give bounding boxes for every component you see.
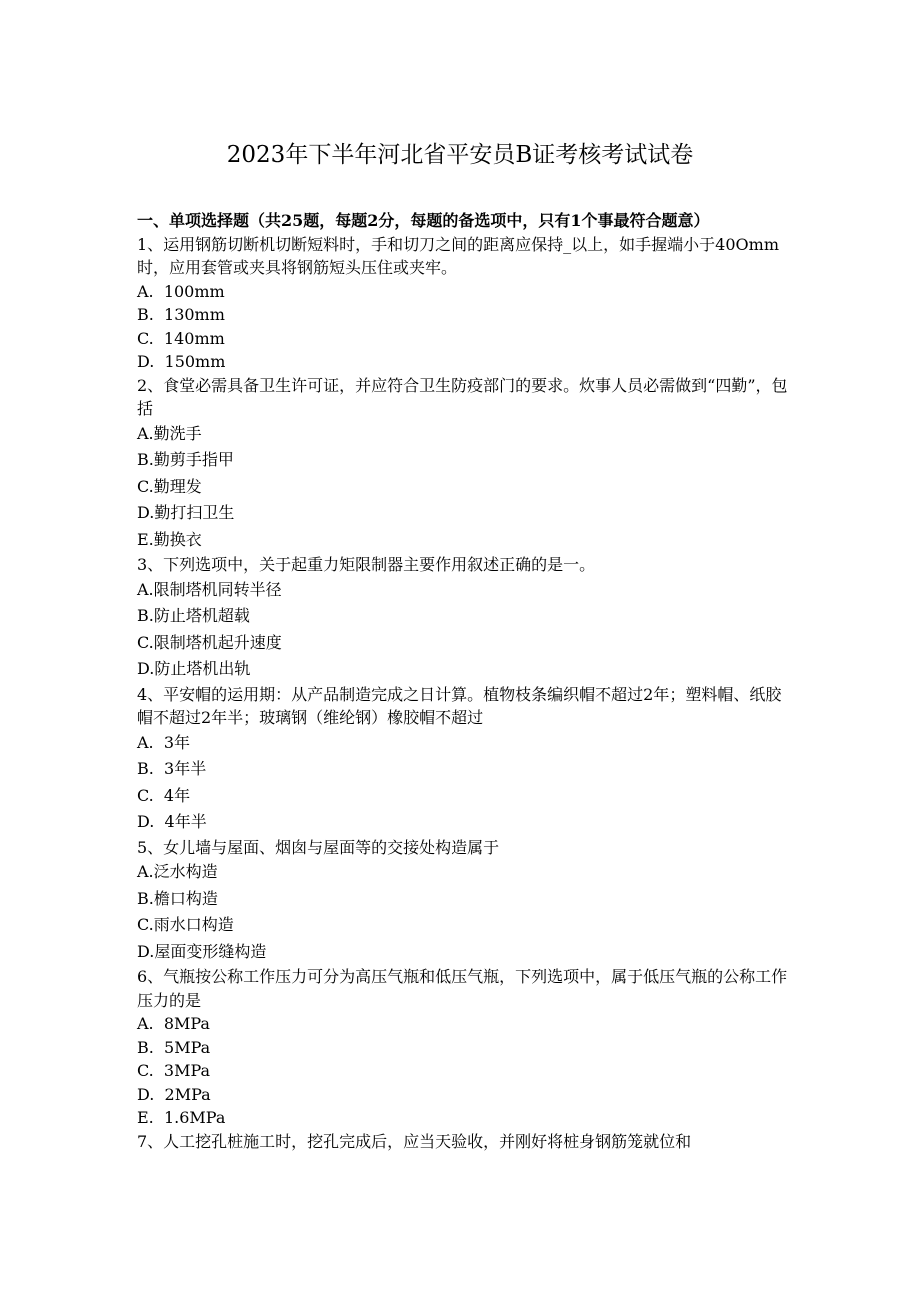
option-b: B.檐口构造 (137, 888, 218, 908)
question-1 (137, 233, 789, 374)
option-b: B. 3年半 (137, 759, 207, 778)
option-d: D. 150mm (137, 352, 226, 371)
option-c: C.雨水口构造 (137, 915, 234, 934)
option-b: B.防止塔机超载 (137, 606, 250, 625)
question-2 (137, 374, 789, 554)
option-c: C. 3MPa (137, 1061, 211, 1080)
option-d: D. 2MPa (137, 1084, 211, 1104)
option-b: B.勤剪手指甲 (137, 450, 234, 469)
option-a: A. 8MPa (137, 1014, 210, 1033)
option-a: A.限制塔机同转半径 (137, 579, 282, 599)
question-text: 5、女儿墙与屋面、烟囱与屋面等的交接处构造属于 (137, 837, 500, 857)
option-c: C. 140mm (137, 328, 225, 348)
question-3 (137, 553, 789, 683)
option-b: B. 5MPa (137, 1037, 211, 1057)
option-d: D. 4年半 (137, 812, 207, 831)
question-6 (137, 965, 789, 1130)
option-c: C. 4年 (137, 785, 191, 805)
option-d: D.防止塔机出轨 (137, 659, 251, 678)
option-a: A. 3年 (137, 732, 190, 752)
option-d: D.屋面变形缝构造 (137, 941, 267, 961)
question-text: 7、人工挖孔桩施工时，挖孔完成后，应当天验收，并刚好将桩身钢筋笼就位和 (137, 1131, 692, 1151)
document-body (137, 209, 789, 1153)
question-7 (137, 1130, 789, 1154)
question-text: 3、下列选项中，关于起重力矩限制器主要作用叙述正确的是一。 (137, 555, 596, 574)
option-a: A.泛水构造 (137, 862, 218, 881)
document-title: 2023年下半年河北省平安员B证考核考试试卷 (226, 142, 694, 168)
question-4 (137, 683, 789, 836)
question-text: 6、气瓶按公称工作压力可分为高压气瓶和低压气瓶，下列选项中，属于低压气瓶的公称工作压力的是 (137, 967, 788, 1010)
option-e: E.勤换衣 (137, 529, 202, 549)
question-text: 1、运用钢筋切断机切断短料时，手和切刀之间的距离应保持_以上，如手握端小于40Omm时，应用套管或夹具将钢筋短头压住或夹牢。 (137, 234, 780, 277)
question-5 (137, 836, 789, 966)
option-b: B. 130mm (137, 305, 225, 324)
question-text: 2、食堂必需具备卫生许可证，并应符合卫生防疫部门的要求。炊事人员必需做到“四勤”，包括 (137, 375, 788, 418)
option-c: C.限制塔机起升速度 (137, 632, 282, 652)
section-heading: 一、单项选择题（共25题，每题2分，每题的备选项中，只有1个事最符合题意） (137, 211, 710, 230)
question-text: 4、平安帽的运用期：从产品制造完成之日计算。植物枝条编织帽不超过2年；塑料帽、纸胶帽不超过2年半；玻璃钢（维纶钢）橡胶帽不超过 (137, 684, 782, 727)
option-c: C.勤理发 (137, 476, 202, 496)
option-d: D.勤打扫卫生 (137, 503, 235, 522)
option-e: E. 1.6MPa (137, 1108, 226, 1127)
option-a: A.勤洗手 (137, 423, 202, 443)
option-a: A. 100mm (137, 281, 225, 301)
